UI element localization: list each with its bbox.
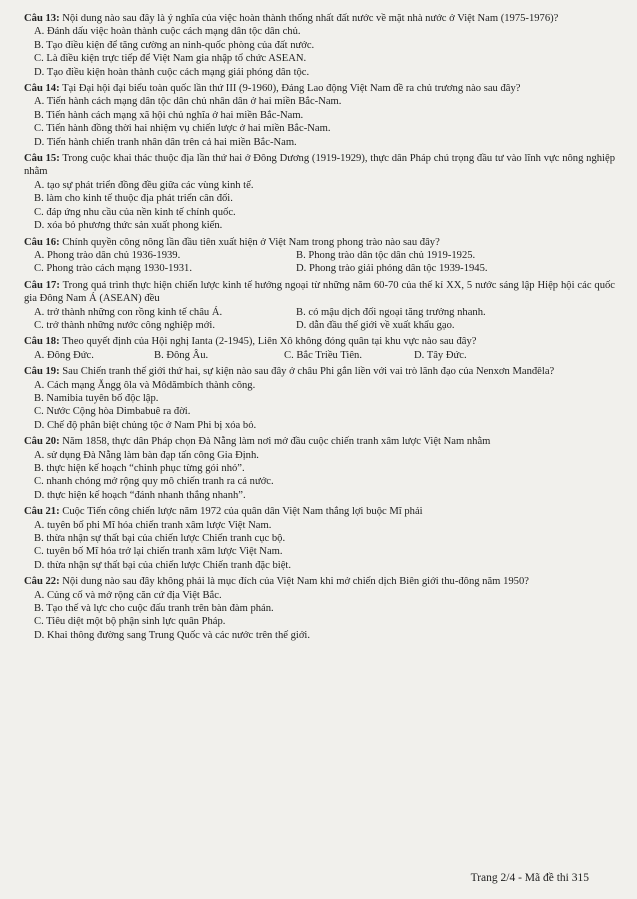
options-grid (24, 349, 615, 362)
question-14 (24, 82, 615, 149)
option-c: C. nhanh chóng mở rộng quy mô chiến tranh ra cả nước. (34, 476, 274, 488)
option-a: A. trở thành những con rồng kinh tế châu Á. (34, 306, 223, 318)
page-footer: Trang 2/4 - Mã đề thi 315 (470, 871, 589, 884)
option-a: A. Đông Đức. (34, 349, 94, 361)
option-c: C. tuyên bố Mĩ hóa trở lại chiến tranh xâm lược Việt Nam. (34, 546, 283, 558)
option-b: B. thừa nhận sự thất bại của chiến lược Chiến tranh cục bộ. (34, 533, 286, 545)
question-label: Câu 21: (24, 506, 60, 518)
option-c: C. trở thành những nước công nghiệp mới. (34, 319, 215, 331)
option-b: B. Tiến hành cách mạng xã hội chủ nghĩa ở hai miền Bắc-Nam. (34, 109, 304, 121)
options-grid (24, 249, 615, 276)
option-c: C. Phong trào cách mạng 1930-1931. (34, 263, 192, 275)
option-a: A. tạo sự phát triển đồng đều giữa các vùng kinh tế. (34, 179, 254, 191)
option-c: C. Tiến hành đồng thời hai nhiệm vụ chiến lược ở hai miền Bắc-Nam. (34, 123, 331, 135)
question-20 (24, 435, 615, 502)
option-b: B. có mậu dịch đối ngoại tăng trưởng nhanh. (296, 306, 486, 318)
option-d: D. dẫn đầu thế giới về xuất khẩu gạo. (296, 319, 455, 331)
question-label: Câu 15: (24, 153, 60, 165)
option-c: C. đáp ứng nhu cầu của nền kinh tế chính quốc. (34, 206, 236, 218)
question-label: Câu 22: (24, 576, 60, 588)
option-c: C. Tiêu diệt một bộ phận sinh lực quân Pháp. (34, 616, 226, 628)
option-d: D. Tiến hành chiến tranh nhân dân trên cả hai miền Bắc-Nam. (34, 136, 297, 148)
question-text: Trong quá trình thực hiện chiến lược kinh tế hướng ngoại từ những năm 60-70 của thế kỉ XX, 5 nước sáng lập Hiệp hội các quốc gia Đông Nam Á (ASEAN) đều (24, 279, 616, 305)
question-16 (24, 236, 615, 276)
option-a: A. sử dụng Đà Nẵng làm bàn đạp tấn công Gia Định. (34, 449, 259, 461)
question-text: Năm 1858, thực dân Pháp chọn Đà Nẵng làm nơi mở đầu cuộc chiến tranh xâm lược Việt Nam nhằm (62, 436, 491, 448)
option-a: A. Củng cố và mở rộng căn cứ địa Việt Bắc. (34, 589, 222, 601)
question-18 (24, 335, 615, 362)
question-21 (24, 505, 615, 572)
question-text: Sau Chiến tranh thế giới thứ hai, sự kiện nào sau đây ở châu Phi gắn liền với vai trò lãnh đạo của Nenxơn Manđêla? (62, 366, 555, 378)
option-d: D. Khai thông đường sang Trung Quốc và các nước trên thế giới. (34, 629, 311, 641)
option-a: A. Đánh dấu việc hoàn thành cuộc cách mạng dân tộc dân chủ. (34, 26, 301, 38)
option-a: A. tuyên bố phi Mĩ hóa chiến tranh xâm lược Việt Nam. (34, 519, 272, 531)
question-22 (24, 575, 615, 642)
question-label: Câu 19: (24, 366, 60, 378)
option-b: B. Tạo thế và lực cho cuộc đấu tranh trên bàn đàm phán. (34, 603, 274, 615)
question-text: Trong cuộc khai thác thuộc địa lần thứ hai ở Đông Dương (1919-1929), thực dân Pháp chú trọng đầu tư vào lĩnh vực nông nghiệp nhằm (24, 153, 615, 178)
question-text: Chính quyền công nông lần đầu tiên xuất hiện ở Việt Nam trong phong trào nào sau đây? (62, 236, 440, 248)
option-b: B. thực hiện kế hoạch “chinh phục từng gói nhỏ”. (34, 463, 245, 474)
question-label: Câu 16: (24, 236, 60, 248)
question-label: Câu 20: (24, 436, 60, 448)
question-15 (24, 152, 615, 232)
question-17 (24, 279, 615, 333)
question-label: Câu 14: (24, 83, 60, 95)
option-d: D. Tạo điều kiện hoàn thành cuộc cách mạng giải phóng dân tộc. (34, 66, 310, 78)
option-b: B. Tạo điều kiện để tăng cường an ninh-quốc phòng của đất nước. (34, 39, 315, 51)
option-c: C. Nước Cộng hòa Dimbabuê ra đời. (34, 406, 191, 418)
option-a: A. Cách mạng Ăngg ôla và Môdămbích thành công. (34, 379, 256, 391)
question-19 (24, 365, 615, 432)
question-text: Cuộc Tiến công chiến lược năm 1972 của quân dân Việt Nam thắng lợi buộc Mĩ phải (62, 506, 423, 518)
question-label: Câu 18: (24, 336, 60, 348)
option-b: B. làm cho kinh tế thuộc địa phát triển cân đối. (34, 193, 233, 205)
question-text: Nội dung nào sau đây không phải là mục đích của Việt Nam khi mở chiến dịch Biên giới thu-đông năm 1950? (62, 576, 529, 588)
option-c: C. Là điều kiện trực tiếp để Việt Nam gia nhập tổ chức ASEAN. (34, 53, 307, 65)
question-text: Theo quyết định của Hội nghị Ianta (2-1945), Liên Xô không đóng quân tại khu vực nào sau đây? (62, 336, 477, 348)
option-c: C. Bắc Triều Tiên. (284, 349, 363, 361)
question-label: Câu 17: (24, 279, 60, 291)
option-b: B. Đông Âu. (154, 349, 209, 361)
option-a: A. Phong trào dân chủ 1936-1939. (34, 249, 181, 261)
option-d: D. Phong trào giải phóng dân tộc 1939-1945. (296, 263, 488, 275)
option-d: D. Tây Đức. (414, 349, 467, 361)
options-grid (24, 306, 615, 333)
option-a: A. Tiến hành cách mạng dân tộc dân chủ nhân dân ở hai miền Bắc-Nam. (34, 96, 342, 108)
question-13 (24, 12, 615, 79)
question-text: Tại Đại hội đại biểu toàn quốc lần thứ III (9-1960), Đảng Lao động Việt Nam đề ra chủ trương nào sau đây? (62, 83, 521, 95)
question-label: Câu 13: (24, 13, 60, 24)
option-d: D. Chế độ phân biệt chủng tộc ở Nam Phi bị xóa bỏ. (34, 419, 257, 431)
option-d: D. thừa nhận sự thất bại của chiến lược Chiến tranh đặc biệt. (34, 559, 291, 571)
option-b: B. Phong trào dân tộc dân chủ 1919-1925. (296, 249, 476, 261)
option-d: D. thực hiện kế hoạch “đánh nhanh thắng nhanh”. (34, 489, 246, 501)
option-d: D. xóa bỏ phương thức sản xuất phong kiến. (34, 220, 223, 232)
question-text: Nội dung nào sau đây là ý nghĩa của việc hoàn thành thống nhất đất nước về mặt nhà nước ở Việt Nam (1975-1976)? (62, 13, 559, 24)
option-b: B. Namibia tuyên bố độc lập. (34, 392, 159, 404)
